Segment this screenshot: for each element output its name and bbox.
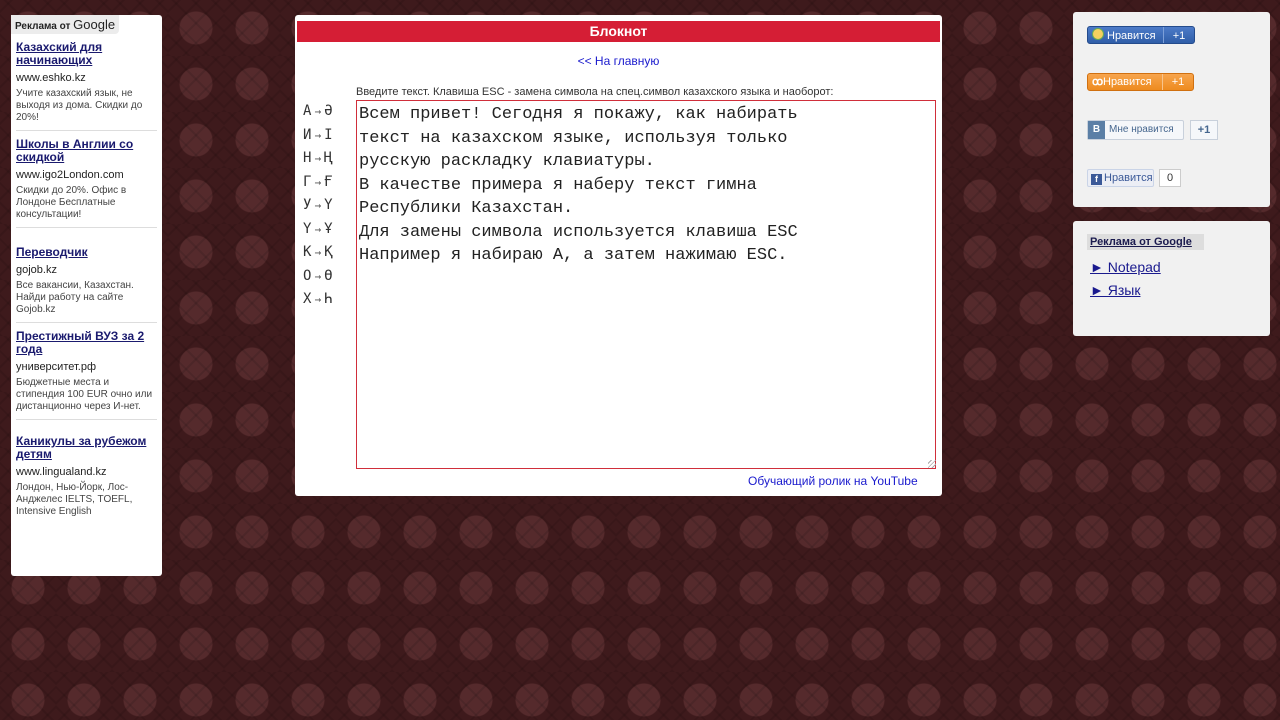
- target-char: Ұ: [324, 220, 333, 237]
- notepad-panel: [295, 15, 942, 496]
- ad-url[interactable]: gojob.kz: [16, 264, 57, 276]
- ad-url[interactable]: www.lingualand.kz: [16, 466, 107, 478]
- ad-title[interactable]: Школы в Англии со скидкой: [16, 137, 134, 164]
- plus-one-count: +1: [1163, 27, 1194, 43]
- ad-title[interactable]: Престижный ВУЗ за 2 года: [16, 329, 145, 356]
- target-char: Ғ: [324, 173, 333, 190]
- arrow-icon: →: [314, 293, 322, 306]
- ad-description: Бюджетные места и стипендия 100 EUR очно или дистанционно через И-нет.: [16, 377, 153, 412]
- target-char: Қ: [324, 244, 333, 260]
- ads-header[interactable]: [11, 15, 119, 34]
- char-mapping-row: [303, 197, 353, 221]
- char-mapping-row: [303, 268, 353, 292]
- ok-like-button[interactable]: [1087, 73, 1194, 91]
- char-mapping-row: [303, 221, 353, 245]
- char-mapping-row: [303, 103, 353, 127]
- ad-description: Лондон, Нью-Йорк, Лос-Анджелес IELTS, TOEFL, Intensive English: [16, 482, 133, 517]
- target-char: Һ: [324, 291, 333, 307]
- home-link[interactable]: << На главную: [577, 54, 660, 68]
- ok-icon: ꝏ: [1092, 76, 1104, 88]
- ad-link-notepad[interactable]: ► Notepad: [1090, 259, 1161, 275]
- arrow-icon: →: [314, 105, 322, 118]
- resize-grip-icon[interactable]: [928, 460, 936, 468]
- arrow-icon: →: [314, 128, 322, 142]
- source-char: У: [303, 197, 312, 213]
- source-char: К: [303, 244, 312, 260]
- target-char: Ө: [324, 267, 333, 284]
- source-char: Х: [303, 291, 312, 307]
- ad-url[interactable]: www.eshko.kz: [16, 72, 86, 84]
- google-logo: Google: [73, 17, 116, 32]
- ad-item[interactable]: [16, 34, 157, 131]
- ad-description: Все вакансии, Казахстан. Найди работу на сайте Gojob.kz: [16, 280, 134, 315]
- ad-item[interactable]: [16, 323, 157, 420]
- arrow-icon: →: [314, 269, 322, 283]
- vk-like-button[interactable]: [1087, 120, 1184, 140]
- source-char: И: [303, 126, 312, 143]
- ad-title[interactable]: Каникулы за рубежом детям: [16, 434, 147, 461]
- source-char: Н: [303, 150, 312, 166]
- ad-item[interactable]: [16, 228, 157, 323]
- right-ad-box: [1073, 221, 1270, 336]
- ad-description: Учите казахский язык, не выходя из дома. Скидки до 20%!: [16, 88, 143, 123]
- facebook-like-label: Нравится: [1104, 172, 1153, 184]
- char-mapping-row: [303, 127, 353, 151]
- target-char: Ә: [324, 103, 333, 119]
- like-button[interactable]: [1087, 26, 1195, 44]
- ad-description: Скидки до 20%. Офис в Лондоне Бесплатные консультации!: [16, 185, 127, 220]
- like-label: Нравится: [1107, 30, 1156, 42]
- char-mapping-list: [303, 103, 353, 315]
- ok-plus-count: +1: [1162, 74, 1193, 90]
- instructions-text: Введите текст. Клавиша ESC - замена символа на спец.символ казахского языка и наоборот:: [356, 86, 834, 98]
- source-char: О: [303, 267, 312, 284]
- ads-header[interactable]: Реклама от Google: [1087, 234, 1204, 250]
- char-mapping-row: [303, 150, 353, 174]
- vk-count: +1: [1190, 120, 1218, 140]
- ok-like-label: Нравится: [1103, 76, 1152, 88]
- ad-item[interactable]: [16, 420, 157, 524]
- like-icon: [1092, 28, 1104, 40]
- vk-icon: В: [1088, 121, 1105, 139]
- facebook-icon: f: [1091, 174, 1102, 185]
- ad-title[interactable]: Переводчик: [16, 245, 88, 259]
- ad-item[interactable]: [16, 131, 157, 228]
- arrow-icon: →: [314, 175, 322, 189]
- target-char: Ң: [324, 150, 333, 166]
- ad-url[interactable]: www.igo2London.com: [16, 169, 124, 181]
- target-char: Ү: [324, 197, 333, 213]
- youtube-tutorial-link[interactable]: Обучающий ролик на YouTube: [748, 474, 918, 488]
- social-panel: [1073, 12, 1270, 207]
- left-ad-column: [11, 15, 162, 576]
- ad-link-language[interactable]: ► Язык: [1090, 282, 1141, 298]
- source-char: Г: [303, 173, 312, 190]
- char-mapping-row: [303, 174, 353, 198]
- source-char: Ү: [303, 220, 312, 237]
- notepad-textarea[interactable]: Всем привет! Сегодня я покажу, как набирать текст на казахском языке, используя только русскую раскладку клавиатуры. В качестве примера я наберу текст гимна Республики Казахстан. Для замены символа используется клавиша ESC Например я набираю А, а затем нажимаю ESC.: [356, 100, 936, 469]
- ad-url[interactable]: университет.рф: [16, 361, 97, 373]
- source-char: А: [303, 103, 312, 119]
- char-mapping-row: [303, 291, 353, 315]
- ads-header-prefix: Реклама от: [15, 21, 71, 32]
- arrow-icon: →: [314, 222, 322, 236]
- page-title: Блокнот: [297, 21, 940, 42]
- ad-title[interactable]: Казахский для начинающих: [16, 40, 103, 67]
- char-mapping-row: [303, 244, 353, 268]
- arrow-icon: →: [314, 246, 322, 259]
- facebook-like-count: 0: [1159, 169, 1181, 187]
- arrow-icon: →: [314, 199, 322, 212]
- facebook-like-button[interactable]: [1087, 169, 1154, 187]
- arrow-icon: →: [314, 152, 322, 165]
- target-char: І: [324, 126, 333, 143]
- vk-like-label: Мне нравится: [1109, 124, 1174, 135]
